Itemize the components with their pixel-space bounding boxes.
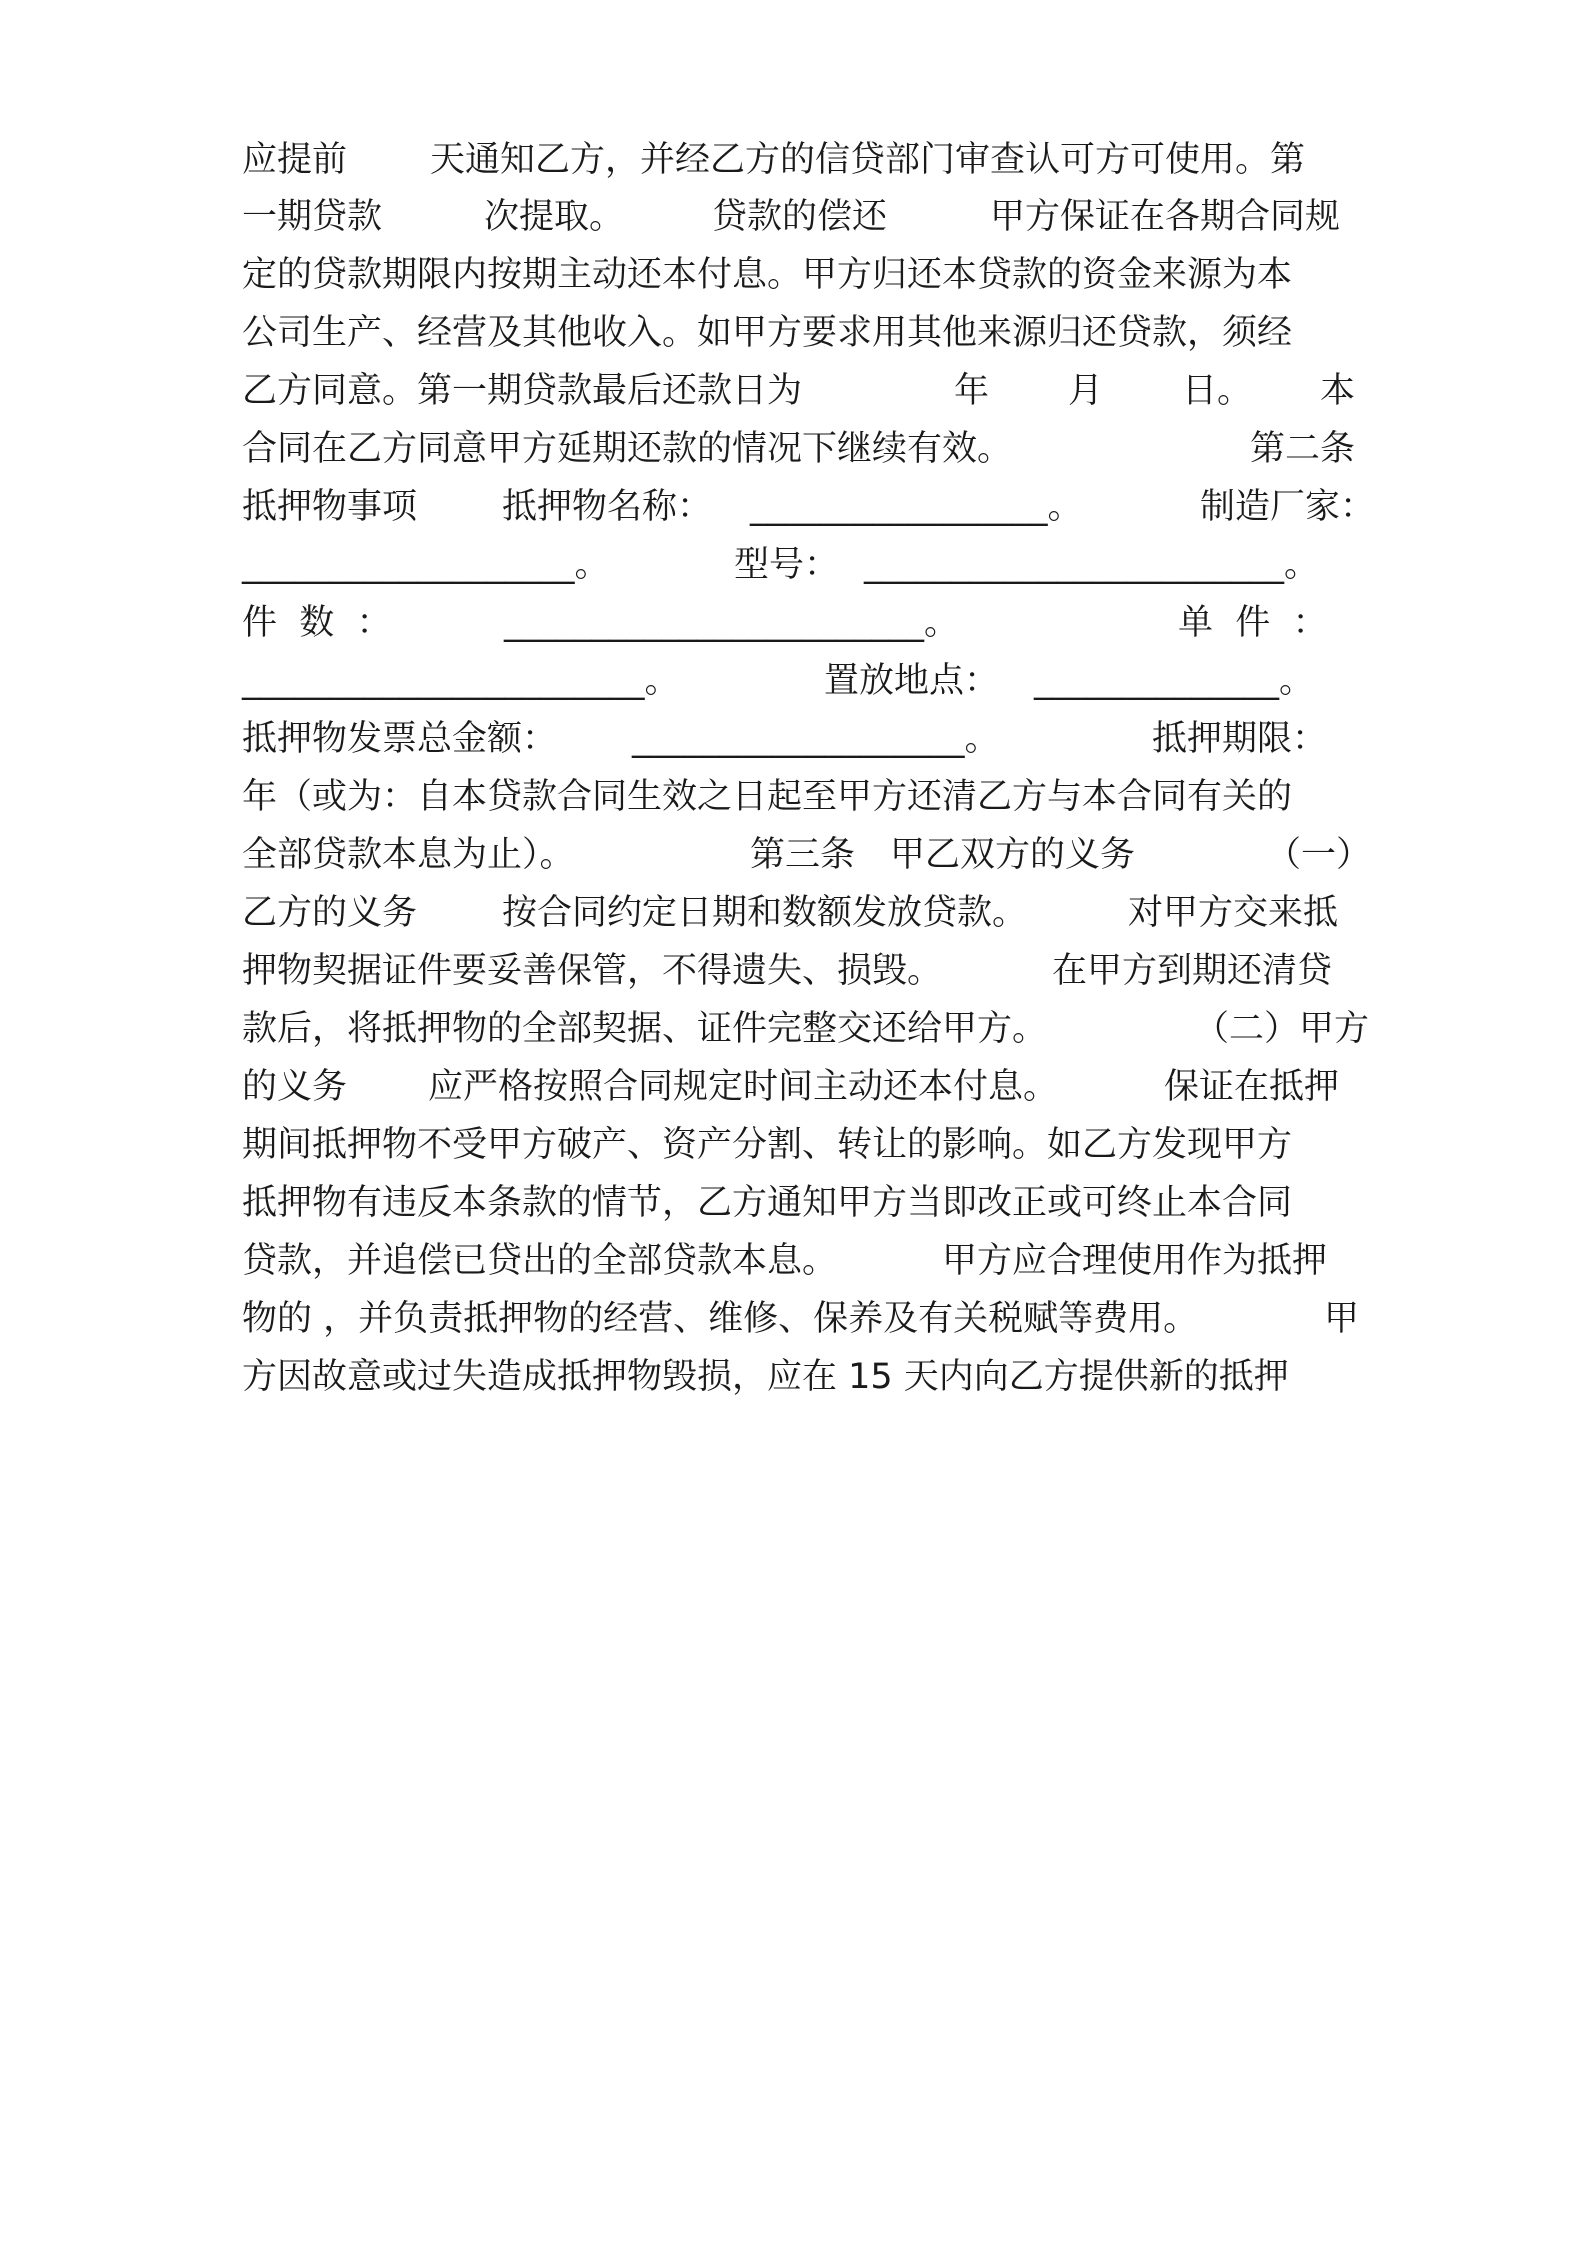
text-segment: ________________________。	[864, 545, 1320, 585]
text-segment: 期间抵押物不受甲方破产、资产分割、转让的影响。如乙方发现甲方	[242, 1125, 1293, 1165]
text-segment: 第二条	[1250, 429, 1356, 469]
text-line	[242, 999, 1370, 1059]
text-segment: 全部贷款本息为止）。	[242, 835, 575, 875]
text-line	[242, 419, 1354, 479]
text-line	[242, 709, 1354, 769]
text-segment: 抵押期限：	[1152, 719, 1328, 759]
text-segment: 日。	[1182, 371, 1253, 411]
text-segment: 对甲方交来抵	[1128, 893, 1339, 933]
text-segment: _______________________。	[242, 661, 680, 701]
text-segment: 型号：	[734, 545, 840, 585]
text-line	[242, 303, 1354, 363]
text-segment: 合同在乙方同意甲方延期还款的情况下继续有效。	[242, 429, 1013, 469]
text-line	[242, 361, 1354, 421]
text-segment: 定的贷款期限内按期主动还本付息。甲方归还本贷款的资金来源为本	[242, 255, 1293, 295]
text-segment: 一期贷款	[242, 197, 383, 237]
text-segment: 在甲方到期还清贷	[1052, 951, 1333, 991]
text-segment: 押物契据证件要妥善保管，不得遗失、损毁。	[242, 951, 943, 991]
text-segment: 保证在抵押	[1164, 1067, 1340, 1107]
text-segment: 公司生产、经营及其他收入。如甲方要求用其他来源归还贷款，须经	[242, 313, 1293, 353]
text-segment: 抵押物名称：	[502, 487, 713, 527]
text-line	[242, 651, 1354, 711]
text-segment: ______________。	[1034, 661, 1315, 701]
text-segment: 甲	[1324, 1299, 1360, 1339]
text-segment: 款后，将抵押物的全部契据、证件完整交还给甲方。	[242, 1009, 1048, 1049]
text-line	[242, 767, 1354, 827]
text-line	[242, 1347, 1354, 1407]
text-segment: 抵押物发票总金额：	[242, 719, 558, 759]
text-segment: （一）	[1266, 835, 1372, 875]
text-segment: 按合同约定日期和数额发放贷款。	[502, 893, 1028, 933]
text-segment: 件 数 ：	[242, 603, 392, 643]
text-line	[242, 535, 1354, 595]
text-segment: 单 件 ：	[1178, 603, 1328, 643]
text-segment: 甲方应合理使用作为抵押	[942, 1241, 1328, 1281]
text-segment: 抵押物事项	[242, 487, 418, 527]
text-segment: （二）甲方	[1194, 1009, 1370, 1049]
text-segment: 方因故意或过失造成抵押物毁损，应在 15 天内向乙方提供新的抵押	[242, 1357, 1289, 1397]
text-segment: 乙方同意。第一期贷款最后还款日为	[242, 371, 803, 411]
text-segment: 本	[1320, 371, 1356, 411]
text-segment: 的义务	[242, 1067, 348, 1107]
text-segment: 年	[954, 371, 990, 411]
text-segment: ________________________。	[504, 603, 960, 643]
text-line	[242, 187, 1354, 247]
text-segment: ___________________。	[242, 545, 610, 585]
text-segment: 天通知乙方，并经乙方的信贷部门审查认可方可使用。第	[430, 140, 1306, 180]
text-line	[242, 245, 1354, 305]
text-segment: _________________。	[750, 487, 1083, 527]
text-line	[242, 593, 1354, 653]
text-segment: 置放地点：	[824, 661, 1000, 701]
text-segment: 物的 ，并负责抵押物的经营、维修、保养及有关税赋等费用。	[242, 1299, 1199, 1339]
text-segment: ___________________。	[632, 719, 1000, 759]
text-line	[242, 1115, 1354, 1175]
text-segment: 应提前	[242, 140, 348, 180]
text-segment: 次提取。	[484, 197, 625, 237]
text-segment: 月	[1068, 371, 1104, 411]
text-line	[242, 1231, 1354, 1291]
text-line	[242, 130, 1354, 190]
text-segment: 贷款的偿还	[712, 197, 888, 237]
text-line	[242, 941, 1354, 1001]
text-segment: 抵押物有违反本条款的情节，乙方通知甲方当即改正或可终止本合同	[242, 1183, 1293, 1223]
text-line	[242, 883, 1354, 943]
text-segment: 贷款，并追偿已贷出的全部贷款本息。	[242, 1241, 838, 1281]
text-line	[242, 477, 1376, 537]
text-segment: 年（或为：自本贷款合同生效之日起至甲方还清乙方与本合同有关的	[242, 777, 1293, 817]
text-line	[242, 1057, 1354, 1117]
text-line	[242, 1289, 1360, 1349]
text-segment: 应严格按照合同规定时间主动还本付息。	[428, 1067, 1059, 1107]
text-segment: 乙方的义务	[242, 893, 418, 933]
text-segment: 制造厂家：	[1200, 487, 1376, 527]
text-segment: 甲方保证在各期合同规	[990, 197, 1341, 237]
text-line	[242, 1173, 1354, 1233]
text-segment: 第三条 甲乙双方的义务	[750, 835, 1136, 875]
text-line	[242, 825, 1372, 885]
